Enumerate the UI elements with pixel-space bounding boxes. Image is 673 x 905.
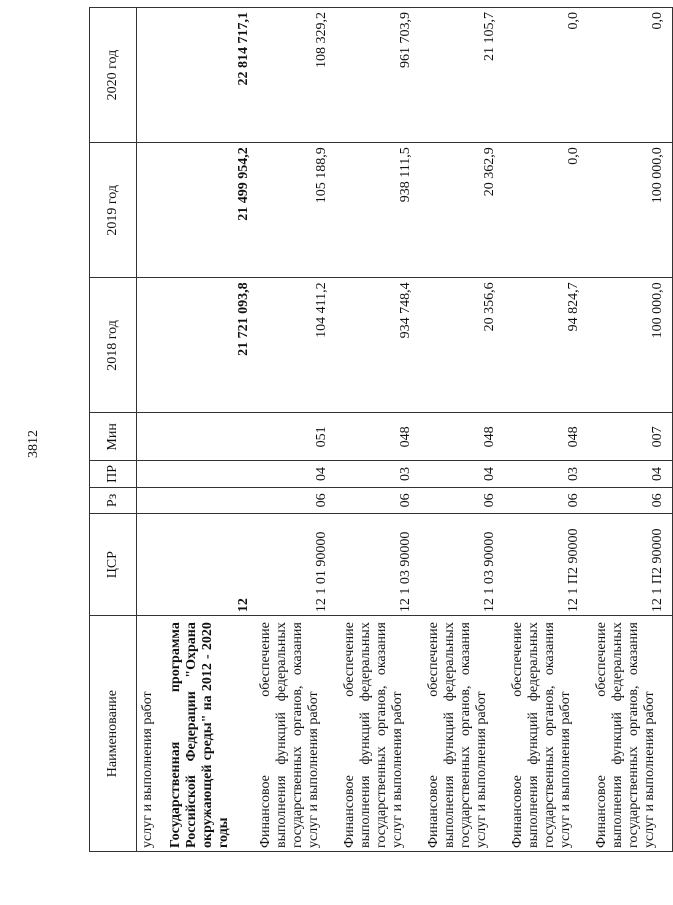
header-rz: Рз — [90, 487, 137, 513]
table-row — [420, 8, 504, 852]
table-row — [588, 8, 673, 852]
row-pr: 03 — [336, 461, 420, 487]
row-name: Финансовое обеспечение выполнения функций федеральных государственных органов, оказания услуг и выполнения работ — [336, 616, 420, 852]
row-2018: 100 000,0 — [588, 278, 673, 413]
row-2019: 20 362,9 — [420, 143, 504, 278]
row-2018: 934 748,4 — [336, 278, 420, 413]
row-2019: 0,0 — [504, 143, 588, 278]
program-row — [160, 8, 252, 852]
program-2020: 22 814 717,1 — [160, 8, 252, 143]
header-2020: 2020 год — [90, 8, 137, 143]
table-header-row — [90, 8, 137, 852]
table-row — [504, 8, 588, 852]
row-2020: 0,0 — [504, 8, 588, 143]
row-csr: 12 1 03 90000 — [336, 514, 420, 616]
row-2018: 94 824,7 — [504, 278, 588, 413]
header-min: Мин — [90, 413, 137, 461]
row-2018: 104 411,2 — [252, 278, 336, 413]
continuation-text: услуг и выполнения работ — [137, 616, 161, 852]
header-2019: 2019 год — [90, 143, 137, 278]
row-csr: 12 1 П2 90000 — [504, 514, 588, 616]
row-2019: 938 111,5 — [336, 143, 420, 278]
row-name: Финансовое обеспечение выполнения функций федеральных государственных органов, оказания услуг и выполнения работ — [252, 616, 336, 852]
row-rz: 06 — [588, 487, 673, 513]
row-min: 048 — [336, 413, 420, 461]
row-rz: 06 — [504, 487, 588, 513]
row-pr: 04 — [588, 461, 673, 487]
row-min: 007 — [588, 413, 673, 461]
program-csr: 12 — [160, 514, 252, 616]
row-pr: 04 — [420, 461, 504, 487]
header-pr: ПР — [90, 461, 137, 487]
row-csr: 12 1 03 90000 — [420, 514, 504, 616]
row-2020: 108 329,2 — [252, 8, 336, 143]
table-row — [336, 8, 420, 852]
row-min: 048 — [504, 413, 588, 461]
row-2020: 21 105,7 — [420, 8, 504, 143]
row-rz: 06 — [420, 487, 504, 513]
program-name: Государственная программа Российской Федерации "Охрана окружающей среды" на 2012 - 2020 годы — [160, 616, 252, 852]
row-name: Финансовое обеспечение выполнения функций федеральных государственных органов, оказания услуг и выполнения работ — [504, 616, 588, 852]
row-pr: 04 — [252, 461, 336, 487]
row-rz: 06 — [252, 487, 336, 513]
row-csr: 12 1 01 90000 — [252, 514, 336, 616]
row-name: Финансовое обеспечение выполнения функций федеральных государственных органов, оказания услуг и выполнения работ — [420, 616, 504, 852]
table-row — [252, 8, 336, 852]
header-name: Наименование — [90, 616, 137, 852]
page-number: 3812 — [26, 430, 41, 458]
row-min: 048 — [420, 413, 504, 461]
program-2019: 21 499 954,2 — [160, 143, 252, 278]
row-rz: 06 — [336, 487, 420, 513]
budget-table — [89, 7, 673, 852]
row-min: 051 — [252, 413, 336, 461]
row-pr: 03 — [504, 461, 588, 487]
row-2019: 105 188,9 — [252, 143, 336, 278]
continuation-row — [137, 8, 161, 852]
budget-table-rotated — [89, 7, 665, 852]
header-csr: ЦСР — [90, 514, 137, 616]
program-2018: 21 721 093,8 — [160, 278, 252, 413]
row-2020: 0,0 — [588, 8, 673, 143]
header-2018: 2018 год — [90, 278, 137, 413]
row-name: Финансовое обеспечение выполнения функций федеральных государственных органов, оказания услуг и выполнения работ — [588, 616, 673, 852]
row-2019: 100 000,0 — [588, 143, 673, 278]
row-csr: 12 1 П2 90000 — [588, 514, 673, 616]
row-2020: 961 703,9 — [336, 8, 420, 143]
row-2018: 20 356,6 — [420, 278, 504, 413]
